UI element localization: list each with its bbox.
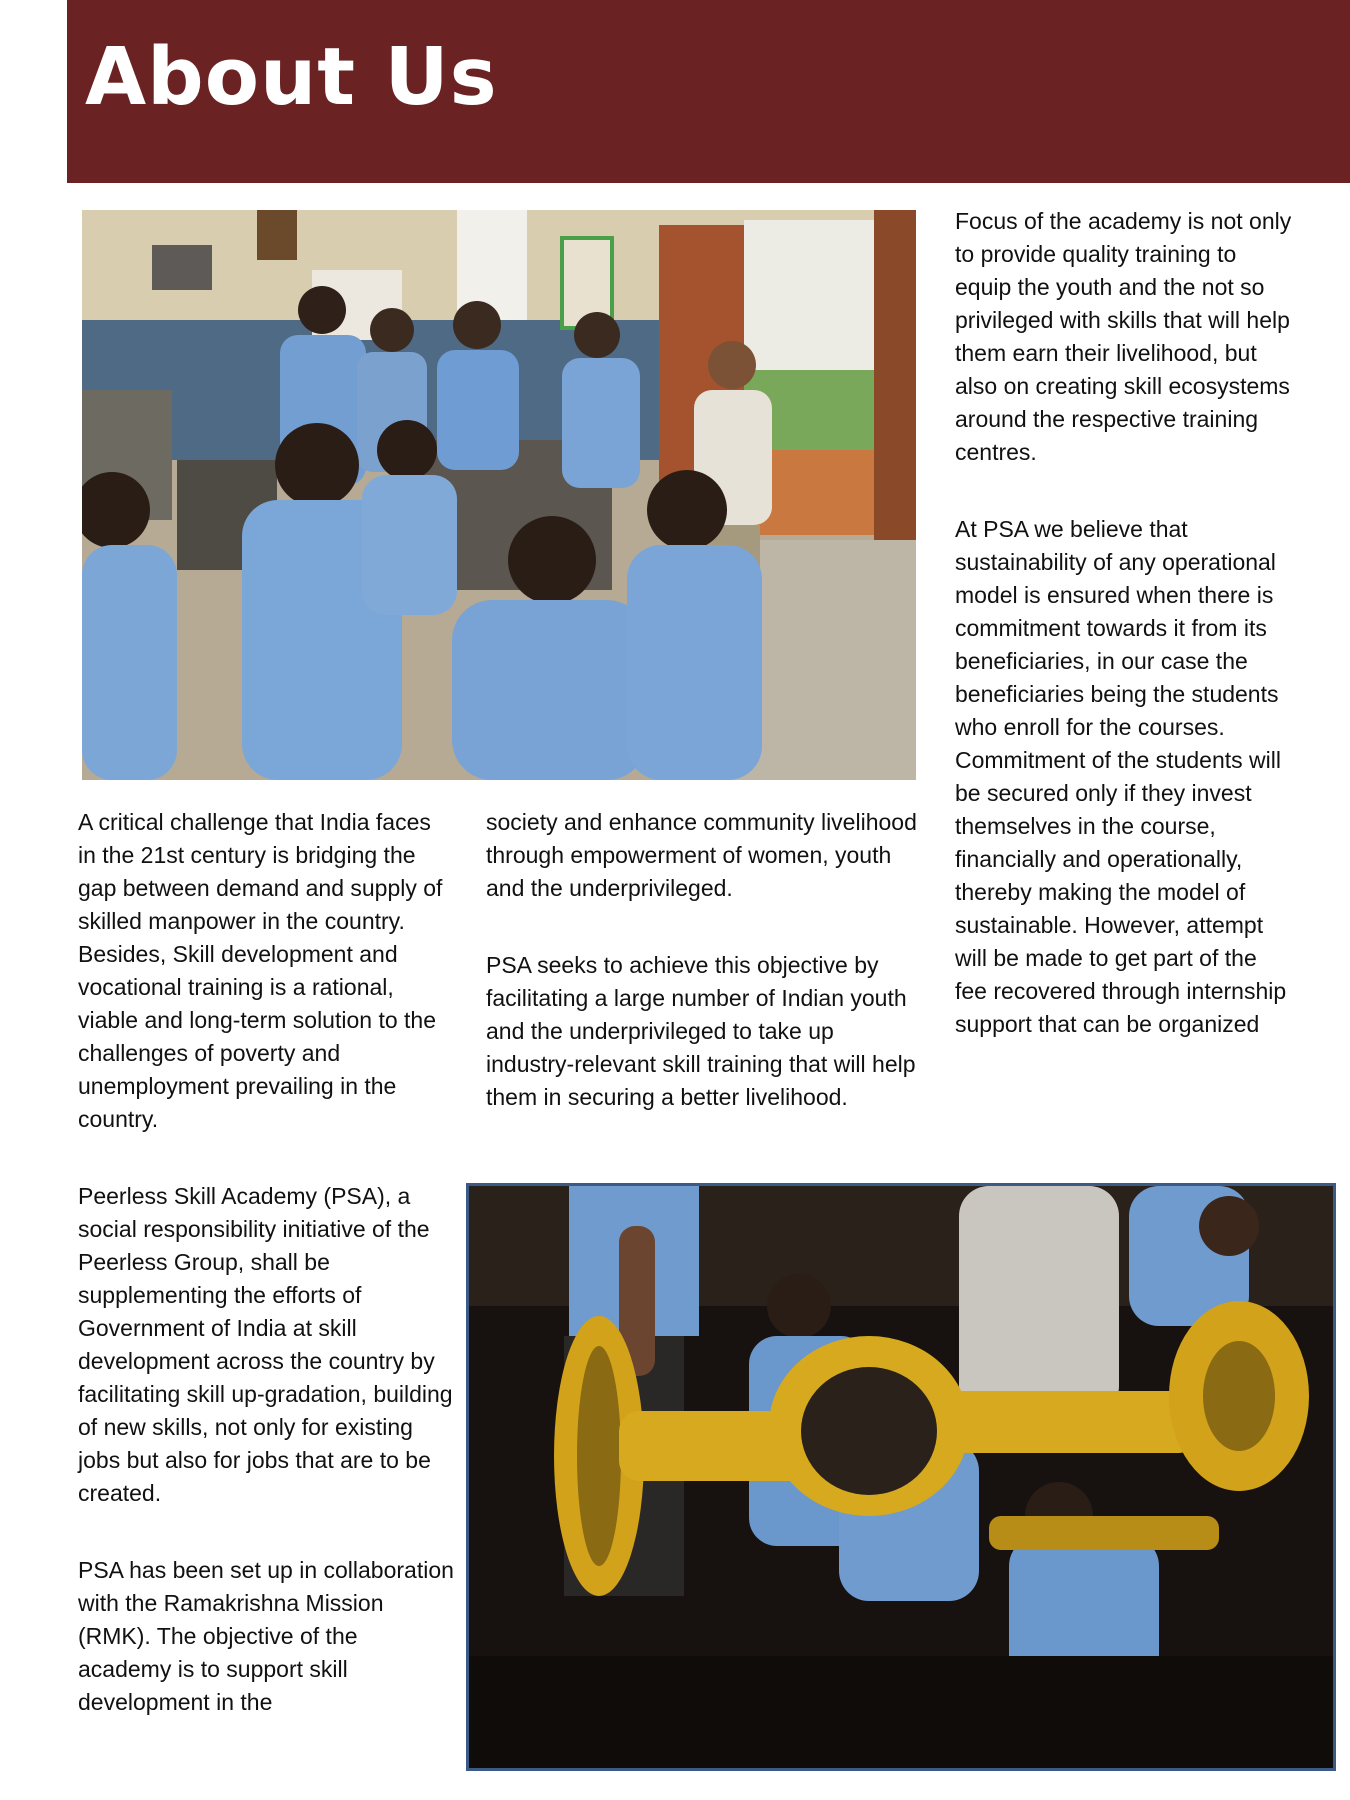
workshop-photo xyxy=(466,1183,1336,1771)
paragraph-sustainability: At PSA we believe that sustainability of any operational model is ensured when there is commitment towards it from its beneficiaries, in our case the beneficiaries being the students who enroll for the courses. Commitment of the students will be secured only if they invest themselves in the course, financially and operationally, thereby making the model of sustainable. However, attempt will be made to get part of the fee recovered through internship support that can be organized xyxy=(955,516,1287,1037)
page-title: About Us xyxy=(85,31,498,123)
classroom-photo xyxy=(82,210,916,780)
paragraph-rmk-collaboration: PSA has been set up in collaboration with the Ramakrishna Mission (RMK). The objective of the academy is to support skill development in the xyxy=(78,1557,454,1715)
paragraph-focus: Focus of the academy is not only to provide quality training to equip the youth and the not so privileged with skills that will help them earn their livelihood, but also on creating skill ecosystems around the respective training centres. xyxy=(955,208,1292,465)
paragraph-objective: PSA seeks to achieve this objective by facilitating a large number of Indian youth and the underprivileged to take up industry-relevant skill training that will help them in securing a better livelihood. xyxy=(486,952,916,1110)
paragraph-challenge: A critical challenge that India faces in the 21st century is bridging the gap between demand and supply of skilled manpower in the country. Besides, Skill development and vocational training is a rational, viable and long-term solution to the challenges of poverty and unemployment prevailing in the country. xyxy=(78,809,443,1132)
column-middle xyxy=(486,806,920,1158)
column-left xyxy=(78,806,454,1763)
column-right xyxy=(955,205,1295,1180)
paragraph-psa-initiative: Peerless Skill Academy (PSA), a social responsibility initiative of the Peerless Group, shall be supplementing the efforts of Government of India at skill development across the country by facilitating skill up-gradation, building of new skills, not only for existing jobs but also for jobs that are to be created. xyxy=(78,1183,453,1506)
paragraph-community-livelihood: society and enhance community livelihood through empowerment of women, youth and the underprivileged. xyxy=(486,809,917,901)
workshop-photo-illustration xyxy=(469,1186,1333,1768)
classroom-photo-illustration xyxy=(82,210,916,780)
page-header xyxy=(67,0,1350,183)
